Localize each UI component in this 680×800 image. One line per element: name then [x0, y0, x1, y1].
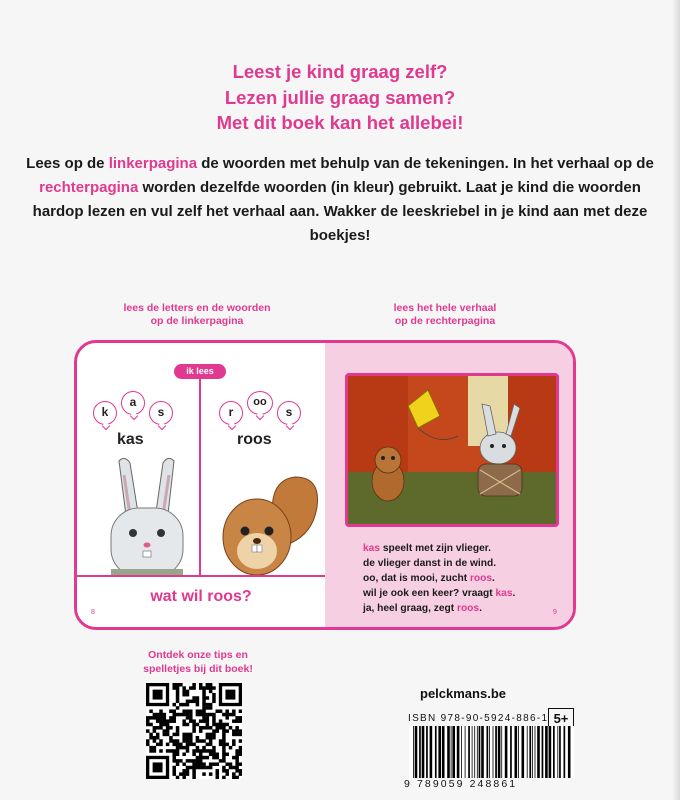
intro-text-1: Lees op de — [26, 155, 109, 172]
story-text — [363, 541, 573, 616]
ik-lees-tag: ik lees — [174, 364, 226, 379]
intro-paragraph — [20, 152, 660, 248]
story-line-5 — [363, 601, 573, 616]
page-number-right: 9 — [553, 609, 557, 616]
qr-caption-line-1: Ontdek onze tips en — [148, 649, 248, 661]
headline-line-3: Met dit boek kan het allebei! — [216, 112, 464, 133]
age-rating-badge: 5+ — [548, 708, 574, 730]
intro-text-2: de woorden met behulp van de tekeningen. In het verhaal op de — [197, 155, 654, 172]
story-highlight-kas: kas — [363, 543, 380, 554]
kite-scene-picture — [348, 376, 556, 524]
story-line-2 — [363, 556, 573, 571]
letter-bubble-oo: oo — [247, 391, 273, 415]
headline-line-1: Leest je kind graag zelf? — [232, 61, 448, 82]
story-line-4-text: wil je ook een keer? vraagt — [363, 588, 496, 599]
word-roos: roos — [237, 431, 272, 448]
left-caption-line-2: op de linkerpagina — [150, 315, 244, 327]
qr-caption — [133, 648, 263, 676]
page-number-left: 8 — [91, 609, 95, 616]
letter-bubble-s: s — [149, 401, 173, 425]
headline-line-2: Lezen jullie graag samen? — [224, 86, 456, 108]
letter-bubble-s2: s — [277, 401, 301, 425]
qr-code[interactable] — [146, 683, 242, 779]
rechterpagina-highlight: rechterpagina — [39, 179, 139, 196]
letter-bubble-r: r — [219, 401, 243, 425]
right-page-caption — [365, 302, 525, 328]
story-line-2-text: de vlieger danst in de wind. — [363, 558, 497, 569]
left-caption-line-1: lees de letters en de woorden — [123, 302, 271, 314]
word-kas: kas — [117, 431, 144, 448]
linkerpagina-highlight: linkerpagina — [108, 155, 198, 172]
story-line-1 — [363, 541, 573, 556]
story-line-1-text: speelt met zijn vlieger. — [380, 543, 491, 554]
story-highlight-roos-2: roos — [456, 603, 480, 614]
story-illustration — [345, 373, 559, 527]
question-text: wat wil roos? — [150, 588, 252, 605]
publisher-website[interactable]: pelckmans.be — [420, 686, 506, 701]
isbn-barcode — [409, 726, 574, 778]
story-line-3 — [363, 571, 573, 586]
book-spread-preview — [74, 340, 576, 630]
letter-bubble-a: a — [121, 391, 145, 415]
story-line-5-end: . — [479, 603, 482, 614]
rabbit-illustration — [97, 453, 197, 577]
story-highlight-roos: roos — [469, 573, 493, 584]
isbn-label: ISBN 978-90-5924-886-1 — [408, 713, 549, 724]
story-line-4-end: . — [512, 588, 516, 599]
page-divider-line — [199, 376, 201, 576]
intro-text-3: worden dezelfde woorden (in kleur) gebruikt. Laat je kind die woorden hardop lezen en vul zelf het verhaal aan. Wakker de leeskriebel in je kind aan met deze boekjes! — [32, 179, 648, 244]
barcode-digits: 9 789059 248861 — [404, 778, 518, 790]
story-line-3-text: oo, dat is mooi, zucht — [363, 573, 470, 584]
squirrel-illustration — [217, 471, 321, 577]
story-line-4 — [363, 586, 573, 601]
right-caption-line-1: lees het hele verhaal — [393, 302, 497, 314]
story-line-5-text: ja, heel graag, zegt — [363, 603, 457, 614]
qr-caption-line-2: spelletjes bij dit boek! — [143, 663, 253, 675]
left-page-caption — [112, 302, 282, 328]
story-line-3-end: . — [492, 573, 495, 584]
right-caption-line-2: op de rechterpagina — [394, 315, 496, 327]
story-highlight-kas-2: kas — [495, 588, 513, 599]
headline — [0, 59, 680, 136]
letter-bubble-k: k — [93, 401, 117, 425]
